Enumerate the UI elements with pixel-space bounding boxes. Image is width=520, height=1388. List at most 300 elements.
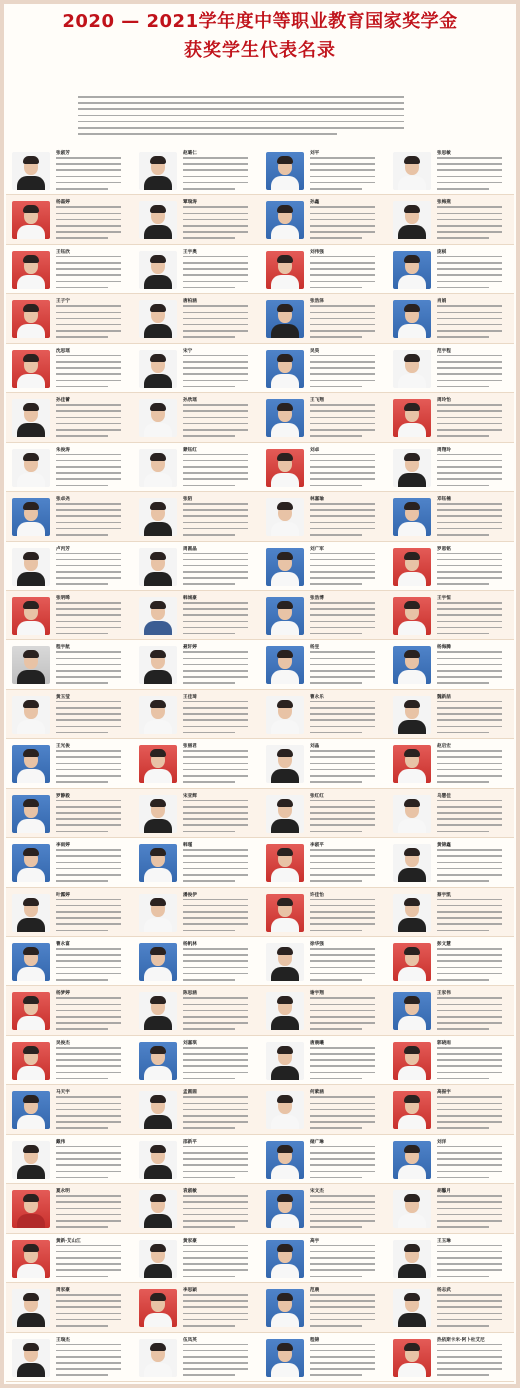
student-photo <box>12 449 50 487</box>
student-name: 徐华强 <box>310 942 324 948</box>
student-card <box>133 1184 260 1233</box>
student-description <box>310 1245 384 1283</box>
student-photo <box>139 1339 177 1377</box>
student-photo <box>139 795 177 833</box>
student-photo <box>393 498 431 536</box>
student-description <box>437 1146 511 1184</box>
student-name: 乌慧佳 <box>437 793 451 799</box>
student-photo <box>266 1141 304 1179</box>
student-description <box>183 305 257 343</box>
student-photo <box>393 201 431 239</box>
student-photo <box>393 1190 431 1228</box>
student-photo <box>393 646 431 684</box>
student-name: 王玉琳 <box>437 1238 451 1244</box>
student-description <box>56 206 130 244</box>
student-description <box>437 305 511 343</box>
student-description <box>437 750 511 788</box>
student-name: 蒙钰红 <box>183 447 197 453</box>
student-description <box>437 701 511 739</box>
student-description <box>183 256 257 294</box>
student-card <box>133 1234 260 1283</box>
student-card <box>387 640 514 689</box>
student-card <box>6 1333 133 1382</box>
student-description <box>183 553 257 591</box>
student-name: 宋文杰 <box>310 1189 324 1195</box>
title-line-2: 获奖学生代表名录 <box>184 40 336 61</box>
student-card <box>387 1036 514 1085</box>
student-card <box>6 1184 133 1233</box>
student-card <box>6 690 133 739</box>
student-card <box>260 1184 387 1233</box>
student-card <box>6 393 133 442</box>
student-card <box>387 245 514 294</box>
student-photo <box>266 795 304 833</box>
student-name: 宋亚辉 <box>183 793 197 799</box>
student-photo <box>393 1240 431 1278</box>
student-name: 肖娟 <box>437 299 447 305</box>
student-name: 黄锦鑫 <box>437 843 451 849</box>
student-card <box>6 195 133 244</box>
student-description <box>56 1344 130 1382</box>
student-description <box>56 997 130 1035</box>
student-card <box>133 937 260 986</box>
student-name: 刘晶 <box>310 744 320 750</box>
student-name: 孙鑫 <box>310 200 320 206</box>
student-photo <box>139 201 177 239</box>
student-card <box>387 195 514 244</box>
student-description <box>56 305 130 343</box>
student-description <box>56 157 130 195</box>
student-card <box>133 789 260 838</box>
student-name: 刘洋 <box>437 1139 447 1145</box>
student-name: 胡馨月 <box>437 1189 451 1195</box>
student-photo <box>266 745 304 783</box>
student-description <box>310 355 384 393</box>
student-name: 朱俊涛 <box>56 447 70 453</box>
student-name: 蔡宇凯 <box>437 892 451 898</box>
student-card <box>260 1085 387 1134</box>
student-card <box>260 937 387 986</box>
student-description <box>56 454 130 492</box>
student-card <box>133 986 260 1035</box>
student-name: 高宇 <box>310 1238 320 1244</box>
student-photo <box>393 399 431 437</box>
student-name: 叶露婷 <box>56 892 70 898</box>
student-description <box>56 849 130 887</box>
student-photo <box>12 1042 50 1080</box>
student-photo <box>139 449 177 487</box>
student-description <box>56 651 130 689</box>
student-description <box>437 404 511 442</box>
student-photo <box>393 548 431 586</box>
student-name: 热依斯卡米·阿卜杜艾尼 <box>437 1337 485 1343</box>
student-description <box>56 1294 130 1332</box>
student-card <box>133 294 260 343</box>
student-card <box>260 195 387 244</box>
student-name: 孙佳蕾 <box>56 398 70 404</box>
student-description <box>437 602 511 640</box>
student-name: 伍凤英 <box>183 1337 197 1343</box>
student-name: 周玲怡 <box>437 398 451 404</box>
student-photo <box>12 300 50 338</box>
student-photo <box>266 152 304 190</box>
student-card <box>133 245 260 294</box>
student-grid <box>6 146 514 1382</box>
student-description <box>183 750 257 788</box>
student-card <box>260 344 387 393</box>
student-photo <box>12 745 50 783</box>
student-description <box>437 651 511 689</box>
student-photo <box>12 1091 50 1129</box>
student-description <box>310 206 384 244</box>
student-name: 袁淑敏 <box>183 1189 197 1195</box>
student-photo <box>12 1339 50 1377</box>
student-card <box>133 640 260 689</box>
student-card <box>387 739 514 788</box>
student-name: 张梅燕 <box>437 200 451 206</box>
student-name: 杨海腾 <box>437 645 451 651</box>
student-card <box>387 443 514 492</box>
student-card <box>260 443 387 492</box>
student-card <box>387 1283 514 1332</box>
student-description <box>183 206 257 244</box>
student-name: 覃瑞涛 <box>183 200 197 206</box>
student-photo <box>12 399 50 437</box>
student-description <box>437 256 511 294</box>
student-card <box>6 986 133 1035</box>
student-photo <box>393 300 431 338</box>
student-description <box>310 899 384 937</box>
student-card <box>260 1283 387 1332</box>
student-description <box>56 1047 130 1085</box>
student-card <box>6 888 133 937</box>
student-name: 张红红 <box>310 793 324 799</box>
student-photo <box>139 152 177 190</box>
student-description <box>310 651 384 689</box>
student-name: 谢宇翔 <box>310 991 324 997</box>
student-card <box>387 986 514 1035</box>
student-photo <box>12 795 50 833</box>
student-photo <box>266 1240 304 1278</box>
student-photo <box>393 745 431 783</box>
student-name: 王光俊 <box>56 744 70 750</box>
student-card <box>387 690 514 739</box>
student-card <box>260 492 387 541</box>
student-photo <box>393 992 431 1030</box>
student-card <box>387 542 514 591</box>
student-description <box>310 602 384 640</box>
student-photo <box>393 894 431 932</box>
student-name: 黄新·艾山江 <box>56 1238 81 1244</box>
student-name: 何紫涵 <box>310 1090 324 1096</box>
student-description <box>183 355 257 393</box>
student-card <box>133 195 260 244</box>
student-name: 孙欣瑶 <box>183 398 197 404</box>
student-name: 范晨 <box>310 1288 320 1294</box>
student-name: 王瑞杰 <box>56 1337 70 1343</box>
student-photo <box>139 1190 177 1228</box>
student-photo <box>12 894 50 932</box>
student-name: 马天宇 <box>56 1090 70 1096</box>
student-description <box>310 800 384 838</box>
student-name: 杨帆林 <box>183 942 197 948</box>
student-card <box>387 838 514 887</box>
student-description <box>56 503 130 541</box>
student-photo <box>266 1289 304 1327</box>
student-description <box>310 157 384 195</box>
student-photo <box>266 1091 304 1129</box>
student-description <box>437 849 511 887</box>
student-name: 王宇恒 <box>437 595 451 601</box>
student-card <box>133 393 260 442</box>
student-card <box>260 294 387 343</box>
student-name: 唐柏涵 <box>183 299 197 305</box>
student-description <box>183 404 257 442</box>
student-card <box>6 1036 133 1085</box>
student-description <box>437 553 511 591</box>
student-name: 程锦 <box>310 1337 320 1343</box>
student-description <box>56 256 130 294</box>
student-description <box>437 157 511 195</box>
student-card <box>387 146 514 195</box>
student-name: 罗恩铭 <box>437 546 451 552</box>
student-name: 王子宁 <box>56 299 70 305</box>
student-description <box>437 1195 511 1233</box>
student-name: 张卓尧 <box>56 497 70 503</box>
student-name: 王家伟 <box>437 991 451 997</box>
student-card <box>6 739 133 788</box>
student-photo <box>139 399 177 437</box>
student-description <box>183 1146 257 1184</box>
student-card <box>260 542 387 591</box>
student-name: 张浩泽 <box>310 299 324 305</box>
student-photo <box>266 597 304 635</box>
student-description <box>183 948 257 986</box>
student-photo <box>266 1042 304 1080</box>
student-photo <box>139 943 177 981</box>
student-photo <box>139 992 177 1030</box>
student-card <box>133 443 260 492</box>
student-photo <box>393 844 431 882</box>
student-photo <box>12 597 50 635</box>
student-description <box>183 997 257 1035</box>
student-card <box>260 789 387 838</box>
student-description <box>437 1245 511 1283</box>
student-photo <box>139 300 177 338</box>
student-description <box>56 899 130 937</box>
student-description <box>310 997 384 1035</box>
student-name: 刘广军 <box>310 546 324 552</box>
student-name: 彭文慧 <box>437 942 451 948</box>
student-name: 邓钰楠 <box>437 497 451 503</box>
student-card <box>133 739 260 788</box>
student-photo <box>266 498 304 536</box>
student-photo <box>12 251 50 289</box>
student-card <box>133 1333 260 1382</box>
student-card <box>6 542 133 591</box>
page-title <box>0 10 520 64</box>
student-card <box>6 1135 133 1184</box>
student-description <box>310 404 384 442</box>
student-photo <box>139 548 177 586</box>
student-card <box>133 888 260 937</box>
student-description <box>183 1195 257 1233</box>
student-name: 张淑芳 <box>56 151 70 156</box>
student-description <box>437 800 511 838</box>
student-card <box>387 591 514 640</box>
student-photo <box>139 1091 177 1129</box>
student-description <box>56 701 130 739</box>
student-description <box>437 1096 511 1134</box>
student-description <box>56 948 130 986</box>
student-photo <box>12 201 50 239</box>
student-photo <box>393 449 431 487</box>
student-photo <box>139 1240 177 1278</box>
student-description <box>310 1096 384 1134</box>
student-description <box>310 1344 384 1382</box>
student-photo <box>266 696 304 734</box>
student-name: 杨磊婷 <box>56 200 70 206</box>
student-card <box>260 1234 387 1283</box>
student-photo <box>266 1190 304 1228</box>
student-name: 杨昱 <box>310 645 320 651</box>
student-name: 陈思涵 <box>183 991 197 997</box>
student-description <box>183 1344 257 1382</box>
student-card <box>133 146 260 195</box>
student-description <box>183 1294 257 1332</box>
student-description <box>437 948 511 986</box>
student-card <box>6 591 133 640</box>
student-card <box>387 492 514 541</box>
student-description <box>56 404 130 442</box>
student-name: 宋宁 <box>183 348 193 354</box>
student-card <box>133 690 260 739</box>
student-card <box>6 1234 133 1283</box>
student-card <box>260 739 387 788</box>
student-name: 刘平 <box>310 151 320 156</box>
student-photo <box>139 1042 177 1080</box>
student-photo <box>393 1289 431 1327</box>
student-card <box>133 542 260 591</box>
student-photo <box>12 844 50 882</box>
student-photo <box>393 350 431 388</box>
student-card <box>6 1283 133 1332</box>
student-card <box>6 640 133 689</box>
student-description <box>183 1245 257 1283</box>
student-card <box>387 294 514 343</box>
student-photo <box>12 1240 50 1278</box>
student-description <box>437 503 511 541</box>
student-name: 王宇奥 <box>183 249 197 255</box>
student-card <box>6 838 133 887</box>
student-name: 唐晨曦 <box>310 1040 324 1046</box>
student-photo <box>393 1141 431 1179</box>
student-photo <box>393 943 431 981</box>
student-name: 罗静毅 <box>56 793 70 799</box>
student-name: 杨志武 <box>437 1288 451 1294</box>
student-card <box>260 888 387 937</box>
student-description <box>310 948 384 986</box>
student-card <box>387 888 514 937</box>
student-description <box>437 997 511 1035</box>
student-card <box>260 1333 387 1382</box>
student-description <box>310 454 384 492</box>
student-name: 王飞翔 <box>310 398 324 404</box>
student-card <box>133 591 260 640</box>
student-photo <box>266 251 304 289</box>
student-photo <box>266 844 304 882</box>
student-card <box>6 937 133 986</box>
student-card <box>387 1135 514 1184</box>
student-name: 吴俊杰 <box>56 1040 70 1046</box>
student-photo <box>139 646 177 684</box>
student-card <box>260 986 387 1035</box>
student-description <box>183 800 257 838</box>
student-photo <box>12 350 50 388</box>
student-description <box>56 355 130 393</box>
student-name: 张明晞 <box>56 595 70 601</box>
student-photo <box>266 300 304 338</box>
student-description <box>183 651 257 689</box>
student-card <box>387 1085 514 1134</box>
student-name: 庞棋 <box>437 249 447 255</box>
student-description <box>56 553 130 591</box>
student-card <box>133 838 260 887</box>
title-line-1: 2020 — 2021学年度中等职业教育国家奖学金 <box>62 11 458 32</box>
student-photo <box>12 152 50 190</box>
student-name: 张浩博 <box>310 595 324 601</box>
student-description <box>310 305 384 343</box>
student-description <box>437 206 511 244</box>
student-name: 周圆晶 <box>183 546 197 552</box>
student-card <box>6 443 133 492</box>
student-name: 王佳琦 <box>183 694 197 700</box>
student-photo <box>393 1042 431 1080</box>
student-name: 李思颖 <box>183 1288 197 1294</box>
student-photo <box>139 1141 177 1179</box>
student-name: 戴伟 <box>56 1139 66 1145</box>
student-description <box>183 701 257 739</box>
student-photo <box>12 943 50 981</box>
student-card <box>6 789 133 838</box>
student-photo <box>139 844 177 882</box>
student-photo <box>266 992 304 1030</box>
student-card <box>387 937 514 986</box>
student-photo <box>12 992 50 1030</box>
student-description <box>310 849 384 887</box>
student-name: 曹永乐 <box>310 694 324 700</box>
student-photo <box>12 1190 50 1228</box>
student-photo <box>139 498 177 536</box>
student-description <box>310 553 384 591</box>
student-name: 韩城豪 <box>183 595 197 601</box>
student-card <box>260 640 387 689</box>
student-description <box>310 1047 384 1085</box>
student-card <box>6 146 133 195</box>
intro-paragraph <box>78 96 448 139</box>
student-photo <box>12 548 50 586</box>
student-photo <box>12 498 50 536</box>
student-description <box>56 602 130 640</box>
student-name: 孟圆圆 <box>183 1090 197 1096</box>
student-description <box>183 503 257 541</box>
student-name: 林嘉瑜 <box>310 497 324 503</box>
student-name: 刘嘉琪 <box>183 1040 197 1046</box>
student-card <box>260 1036 387 1085</box>
student-description <box>56 1096 130 1134</box>
student-name: 李雨婷 <box>56 843 70 849</box>
student-photo <box>139 894 177 932</box>
